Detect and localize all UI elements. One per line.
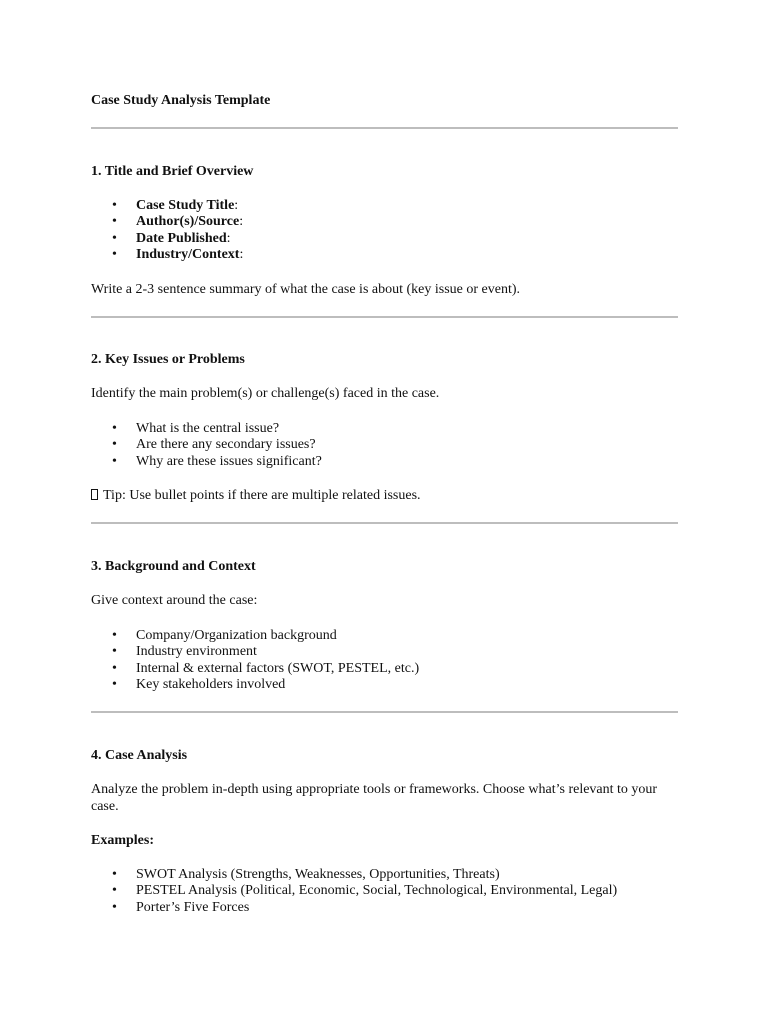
field-industry-context xyxy=(91,247,678,263)
field-colon: : xyxy=(239,246,244,262)
list-item: • Why are these issues significant? xyxy=(91,454,678,470)
field-case-study-title xyxy=(91,198,678,214)
divider xyxy=(91,522,678,524)
divider xyxy=(91,316,678,318)
document-title: Case Study Analysis Template xyxy=(91,93,271,108)
field-label: Case Study Title xyxy=(136,198,235,213)
section-1-summary: Write a 2-3 sentence summary of what the case is about (key issue or event). xyxy=(91,282,521,297)
field-colon: : xyxy=(226,230,231,246)
field-colon: : xyxy=(239,214,244,230)
section-1-fields xyxy=(91,198,678,263)
section-1-heading: 1. Title and Brief Overview xyxy=(91,164,254,179)
tip-text: Tip: Use bullet points if there are multiple related issues. xyxy=(103,488,421,503)
section-2-heading: 2. Key Issues or Problems xyxy=(91,352,245,367)
section-4-list xyxy=(91,867,678,916)
section-3-intro: Give context around the case: xyxy=(91,593,258,608)
lightbulb-icon xyxy=(91,489,98,500)
field-label: Industry/Context xyxy=(136,246,240,262)
list-item: • Key stakeholders involved xyxy=(91,677,678,693)
section-3-heading: 3. Background and Context xyxy=(91,559,256,574)
section-2-list xyxy=(91,421,678,470)
section-3-list xyxy=(91,628,678,693)
field-label: Author(s)/Source xyxy=(136,214,240,230)
field-author-source xyxy=(91,214,678,230)
section-2-intro: Identify the main problem(s) or challenge(s) faced in the case. xyxy=(91,386,440,401)
list-item: • Are there any secondary issues? xyxy=(91,437,678,453)
list-item: • What is the central issue? xyxy=(91,421,678,437)
field-label: Date Published xyxy=(136,230,227,246)
examples-label: Examples: xyxy=(91,833,154,848)
list-item: • Industry environment xyxy=(91,644,678,660)
section-4-intro: Analyze the problem in-depth using appropriate tools or frameworks. Choose what’s relevant to your case. xyxy=(91,782,658,814)
list-item: • PESTEL Analysis (Political, Economic, Social, Technological, Environmental, Legal) xyxy=(91,883,678,899)
list-item: • SWOT Analysis (Strengths, Weaknesses, Opportunities, Threats) xyxy=(91,867,678,883)
field-colon: : xyxy=(234,198,239,213)
list-item: • Internal & external factors (SWOT, PESTEL, etc.) xyxy=(91,661,678,677)
field-date-published xyxy=(91,231,678,247)
section-2-tip xyxy=(91,488,678,505)
list-item: • Company/Organization background xyxy=(91,628,678,644)
divider xyxy=(91,711,678,713)
divider xyxy=(91,127,678,129)
list-item: • Porter’s Five Forces xyxy=(91,900,678,916)
section-4-heading: 4. Case Analysis xyxy=(91,748,188,763)
